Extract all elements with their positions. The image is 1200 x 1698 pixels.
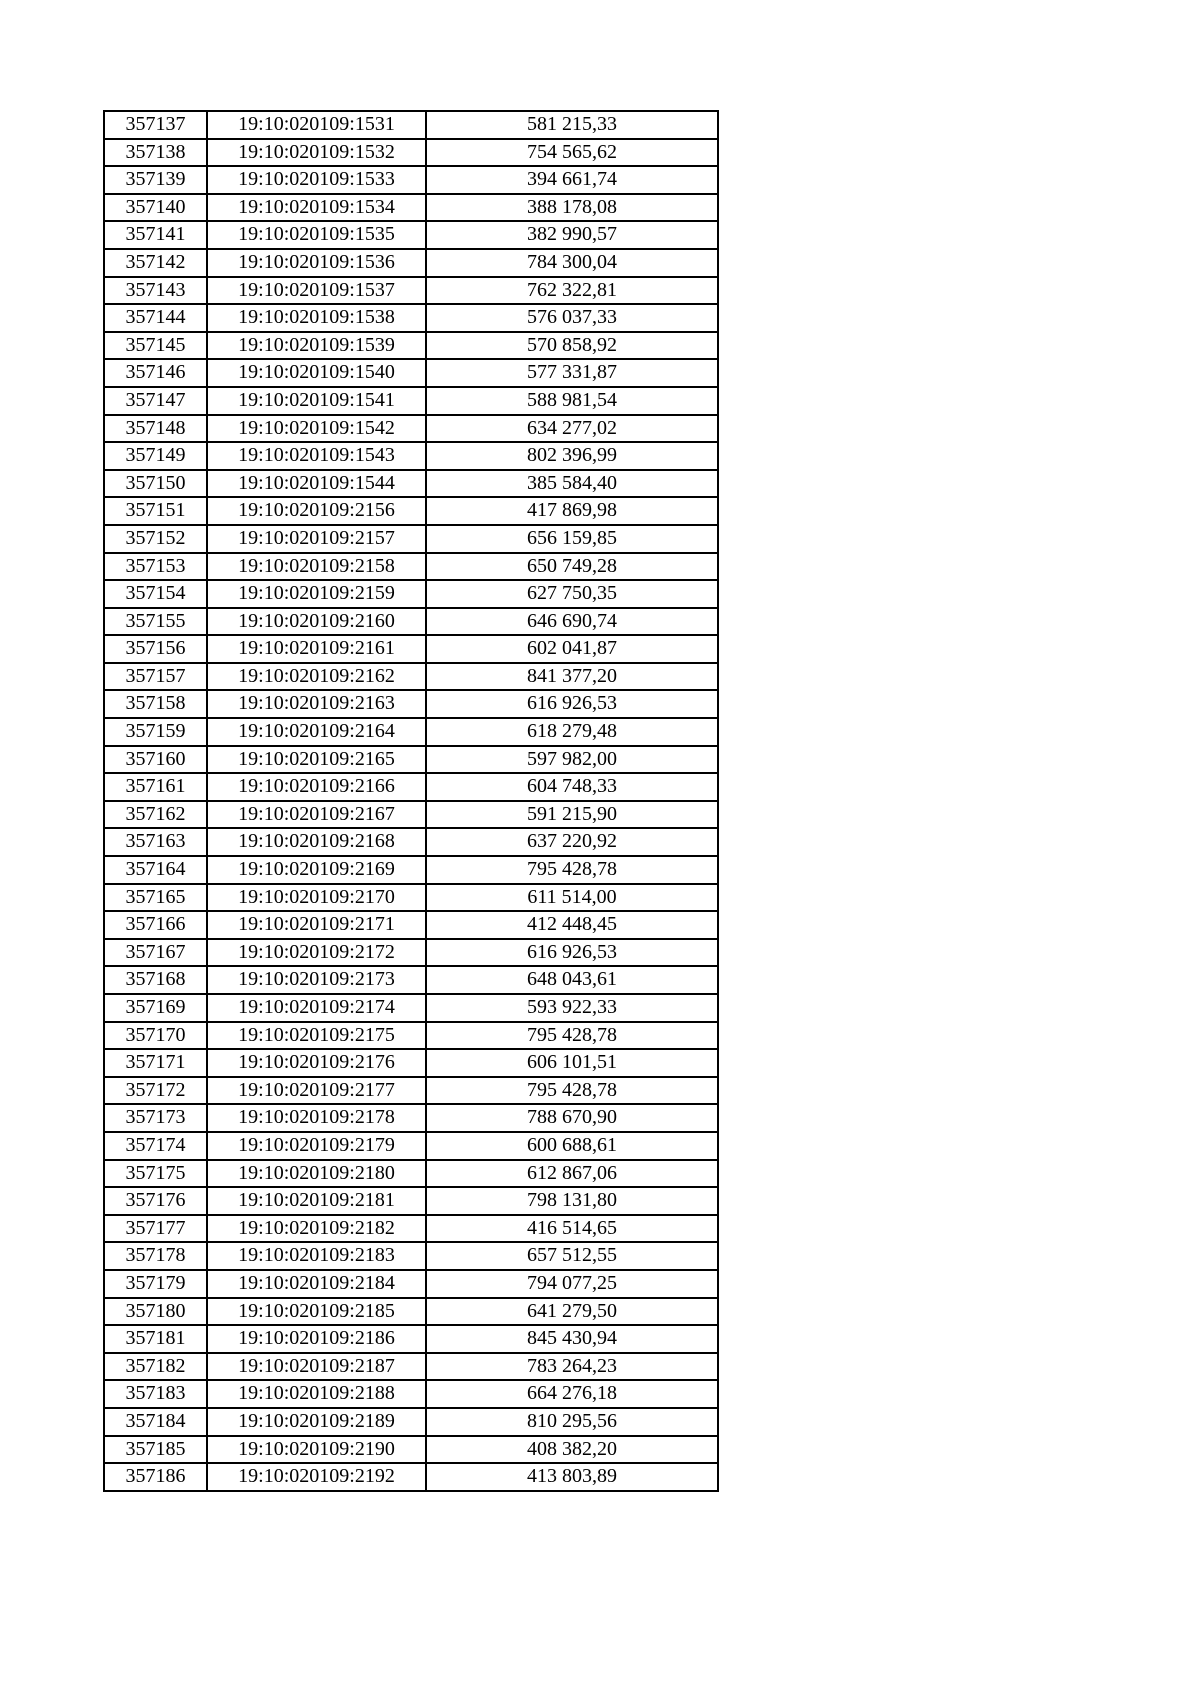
row-number-cell: 357155 bbox=[104, 608, 207, 636]
value-cell: 416 514,65 bbox=[426, 1215, 718, 1243]
value-cell: 627 750,35 bbox=[426, 580, 718, 608]
cadastral-number-cell: 19:10:020109:1542 bbox=[207, 415, 426, 443]
value-cell: 577 331,87 bbox=[426, 359, 718, 387]
value-cell: 581 215,33 bbox=[426, 111, 718, 139]
cadastral-number-cell: 19:10:020109:2190 bbox=[207, 1436, 426, 1464]
table-row bbox=[104, 1160, 718, 1188]
value-cell: 795 428,78 bbox=[426, 856, 718, 884]
row-number-cell: 357150 bbox=[104, 470, 207, 498]
value-cell: 845 430,94 bbox=[426, 1325, 718, 1353]
value-cell: 646 690,74 bbox=[426, 608, 718, 636]
cadastral-number-cell: 19:10:020109:2159 bbox=[207, 580, 426, 608]
value-cell: 417 869,98 bbox=[426, 497, 718, 525]
cadastral-number-cell: 19:10:020109:2182 bbox=[207, 1215, 426, 1243]
value-cell: 656 159,85 bbox=[426, 525, 718, 553]
table-body bbox=[104, 111, 718, 1491]
value-cell: 611 514,00 bbox=[426, 884, 718, 912]
table-row bbox=[104, 746, 718, 774]
cadastral-number-cell: 19:10:020109:2172 bbox=[207, 939, 426, 967]
value-cell: 841 377,20 bbox=[426, 663, 718, 691]
value-cell: 388 178,08 bbox=[426, 194, 718, 222]
row-number-cell: 357140 bbox=[104, 194, 207, 222]
table-row bbox=[104, 553, 718, 581]
value-cell: 794 077,25 bbox=[426, 1270, 718, 1298]
table-row bbox=[104, 166, 718, 194]
table-row bbox=[104, 828, 718, 856]
cadastral-number-cell: 19:10:020109:2165 bbox=[207, 746, 426, 774]
row-number-cell: 357167 bbox=[104, 939, 207, 967]
table-row bbox=[104, 1049, 718, 1077]
value-cell: 385 584,40 bbox=[426, 470, 718, 498]
value-cell: 570 858,92 bbox=[426, 332, 718, 360]
cadastral-number-cell: 19:10:020109:1532 bbox=[207, 139, 426, 167]
cadastral-number-cell: 19:10:020109:2187 bbox=[207, 1353, 426, 1381]
cadastral-number-cell: 19:10:020109:2162 bbox=[207, 663, 426, 691]
value-cell: 664 276,18 bbox=[426, 1380, 718, 1408]
value-cell: 604 748,33 bbox=[426, 773, 718, 801]
table-row bbox=[104, 387, 718, 415]
table-row bbox=[104, 277, 718, 305]
cadastral-number-cell: 19:10:020109:2178 bbox=[207, 1104, 426, 1132]
value-cell: 602 041,87 bbox=[426, 635, 718, 663]
cadastral-number-cell: 19:10:020109:2192 bbox=[207, 1463, 426, 1491]
value-cell: 783 264,23 bbox=[426, 1353, 718, 1381]
cadastral-number-cell: 19:10:020109:2171 bbox=[207, 911, 426, 939]
table-row bbox=[104, 1242, 718, 1270]
row-number-cell: 357176 bbox=[104, 1187, 207, 1215]
cadastral-number-cell: 19:10:020109:2188 bbox=[207, 1380, 426, 1408]
cadastral-number-cell: 19:10:020109:2156 bbox=[207, 497, 426, 525]
table-row bbox=[104, 525, 718, 553]
row-number-cell: 357138 bbox=[104, 139, 207, 167]
row-number-cell: 357154 bbox=[104, 580, 207, 608]
row-number-cell: 357185 bbox=[104, 1436, 207, 1464]
value-cell: 762 322,81 bbox=[426, 277, 718, 305]
row-number-cell: 357179 bbox=[104, 1270, 207, 1298]
table-row bbox=[104, 1132, 718, 1160]
value-cell: 634 277,02 bbox=[426, 415, 718, 443]
cadastral-number-cell: 19:10:020109:2185 bbox=[207, 1298, 426, 1326]
value-cell: 412 448,45 bbox=[426, 911, 718, 939]
row-number-cell: 357158 bbox=[104, 690, 207, 718]
row-number-cell: 357157 bbox=[104, 663, 207, 691]
row-number-cell: 357149 bbox=[104, 442, 207, 470]
value-cell: 788 670,90 bbox=[426, 1104, 718, 1132]
table-row bbox=[104, 1353, 718, 1381]
table-row bbox=[104, 608, 718, 636]
cadastral-number-cell: 19:10:020109:2180 bbox=[207, 1160, 426, 1188]
cadastral-number-cell: 19:10:020109:1540 bbox=[207, 359, 426, 387]
value-cell: 408 382,20 bbox=[426, 1436, 718, 1464]
row-number-cell: 357156 bbox=[104, 635, 207, 663]
table-row bbox=[104, 415, 718, 443]
cadastral-number-cell: 19:10:020109:1533 bbox=[207, 166, 426, 194]
value-cell: 616 926,53 bbox=[426, 690, 718, 718]
cadastral-number-cell: 19:10:020109:2161 bbox=[207, 635, 426, 663]
cadastral-number-cell: 19:10:020109:2176 bbox=[207, 1049, 426, 1077]
cadastral-number-cell: 19:10:020109:2158 bbox=[207, 553, 426, 581]
table-row bbox=[104, 1104, 718, 1132]
row-number-cell: 357164 bbox=[104, 856, 207, 884]
table-row bbox=[104, 221, 718, 249]
cadastral-number-cell: 19:10:020109:2157 bbox=[207, 525, 426, 553]
row-number-cell: 357141 bbox=[104, 221, 207, 249]
row-number-cell: 357142 bbox=[104, 249, 207, 277]
cadastral-number-cell: 19:10:020109:2189 bbox=[207, 1408, 426, 1436]
cadastral-number-cell: 19:10:020109:1543 bbox=[207, 442, 426, 470]
row-number-cell: 357186 bbox=[104, 1463, 207, 1491]
table-row bbox=[104, 1077, 718, 1105]
table-row bbox=[104, 1325, 718, 1353]
data-table bbox=[103, 110, 719, 1492]
row-number-cell: 357145 bbox=[104, 332, 207, 360]
row-number-cell: 357169 bbox=[104, 994, 207, 1022]
cadastral-number-cell: 19:10:020109:2167 bbox=[207, 801, 426, 829]
row-number-cell: 357146 bbox=[104, 359, 207, 387]
cadastral-number-cell: 19:10:020109:2170 bbox=[207, 884, 426, 912]
cadastral-number-cell: 19:10:020109:2179 bbox=[207, 1132, 426, 1160]
table-row bbox=[104, 332, 718, 360]
value-cell: 576 037,33 bbox=[426, 304, 718, 332]
table-row bbox=[104, 966, 718, 994]
table-row bbox=[104, 249, 718, 277]
row-number-cell: 357171 bbox=[104, 1049, 207, 1077]
table-row bbox=[104, 939, 718, 967]
row-number-cell: 357177 bbox=[104, 1215, 207, 1243]
cadastral-number-cell: 19:10:020109:1535 bbox=[207, 221, 426, 249]
row-number-cell: 357178 bbox=[104, 1242, 207, 1270]
value-cell: 591 215,90 bbox=[426, 801, 718, 829]
table-row bbox=[104, 497, 718, 525]
value-cell: 798 131,80 bbox=[426, 1187, 718, 1215]
value-cell: 593 922,33 bbox=[426, 994, 718, 1022]
value-cell: 413 803,89 bbox=[426, 1463, 718, 1491]
table-row bbox=[104, 690, 718, 718]
table-row bbox=[104, 580, 718, 608]
cadastral-number-cell: 19:10:020109:2166 bbox=[207, 773, 426, 801]
row-number-cell: 357172 bbox=[104, 1077, 207, 1105]
cadastral-number-cell: 19:10:020109:2186 bbox=[207, 1325, 426, 1353]
row-number-cell: 357153 bbox=[104, 553, 207, 581]
row-number-cell: 357184 bbox=[104, 1408, 207, 1436]
row-number-cell: 357165 bbox=[104, 884, 207, 912]
table-row bbox=[104, 1408, 718, 1436]
value-cell: 795 428,78 bbox=[426, 1077, 718, 1105]
cadastral-number-cell: 19:10:020109:1534 bbox=[207, 194, 426, 222]
value-cell: 650 749,28 bbox=[426, 553, 718, 581]
row-number-cell: 357168 bbox=[104, 966, 207, 994]
value-cell: 597 982,00 bbox=[426, 746, 718, 774]
value-cell: 394 661,74 bbox=[426, 166, 718, 194]
cadastral-number-cell: 19:10:020109:1541 bbox=[207, 387, 426, 415]
cadastral-number-cell: 19:10:020109:2163 bbox=[207, 690, 426, 718]
value-cell: 588 981,54 bbox=[426, 387, 718, 415]
value-cell: 648 043,61 bbox=[426, 966, 718, 994]
row-number-cell: 357166 bbox=[104, 911, 207, 939]
table-row bbox=[104, 359, 718, 387]
table-row bbox=[104, 773, 718, 801]
cadastral-number-cell: 19:10:020109:2184 bbox=[207, 1270, 426, 1298]
table-row bbox=[104, 304, 718, 332]
row-number-cell: 357183 bbox=[104, 1380, 207, 1408]
cadastral-number-cell: 19:10:020109:2177 bbox=[207, 1077, 426, 1105]
row-number-cell: 357139 bbox=[104, 166, 207, 194]
value-cell: 637 220,92 bbox=[426, 828, 718, 856]
table-row bbox=[104, 442, 718, 470]
row-number-cell: 357170 bbox=[104, 1022, 207, 1050]
cadastral-number-cell: 19:10:020109:1539 bbox=[207, 332, 426, 360]
value-cell: 616 926,53 bbox=[426, 939, 718, 967]
value-cell: 606 101,51 bbox=[426, 1049, 718, 1077]
value-cell: 641 279,50 bbox=[426, 1298, 718, 1326]
value-cell: 795 428,78 bbox=[426, 1022, 718, 1050]
value-cell: 600 688,61 bbox=[426, 1132, 718, 1160]
table-row bbox=[104, 911, 718, 939]
row-number-cell: 357161 bbox=[104, 773, 207, 801]
row-number-cell: 357182 bbox=[104, 1353, 207, 1381]
cadastral-number-cell: 19:10:020109:2174 bbox=[207, 994, 426, 1022]
cadastral-number-cell: 19:10:020109:2173 bbox=[207, 966, 426, 994]
table-row bbox=[104, 470, 718, 498]
cadastral-number-cell: 19:10:020109:1537 bbox=[207, 277, 426, 305]
cadastral-number-cell: 19:10:020109:2169 bbox=[207, 856, 426, 884]
table-row bbox=[104, 194, 718, 222]
table-row bbox=[104, 856, 718, 884]
row-number-cell: 357173 bbox=[104, 1104, 207, 1132]
table-row bbox=[104, 1187, 718, 1215]
table-row bbox=[104, 1270, 718, 1298]
row-number-cell: 357160 bbox=[104, 746, 207, 774]
table-row bbox=[104, 663, 718, 691]
cadastral-number-cell: 19:10:020109:2183 bbox=[207, 1242, 426, 1270]
cadastral-number-cell: 19:10:020109:2181 bbox=[207, 1187, 426, 1215]
row-number-cell: 357148 bbox=[104, 415, 207, 443]
cadastral-number-cell: 19:10:020109:2160 bbox=[207, 608, 426, 636]
cadastral-number-cell: 19:10:020109:1536 bbox=[207, 249, 426, 277]
cadastral-number-cell: 19:10:020109:2164 bbox=[207, 718, 426, 746]
table-row bbox=[104, 635, 718, 663]
cadastral-number-cell: 19:10:020109:2175 bbox=[207, 1022, 426, 1050]
row-number-cell: 357174 bbox=[104, 1132, 207, 1160]
value-cell: 618 279,48 bbox=[426, 718, 718, 746]
row-number-cell: 357143 bbox=[104, 277, 207, 305]
row-number-cell: 357180 bbox=[104, 1298, 207, 1326]
table-row bbox=[104, 1436, 718, 1464]
row-number-cell: 357162 bbox=[104, 801, 207, 829]
table-row bbox=[104, 718, 718, 746]
cadastral-number-cell: 19:10:020109:2168 bbox=[207, 828, 426, 856]
value-cell: 382 990,57 bbox=[426, 221, 718, 249]
table-row bbox=[104, 139, 718, 167]
cadastral-number-cell: 19:10:020109:1538 bbox=[207, 304, 426, 332]
table-row bbox=[104, 1298, 718, 1326]
cadastral-number-cell: 19:10:020109:1544 bbox=[207, 470, 426, 498]
row-number-cell: 357181 bbox=[104, 1325, 207, 1353]
table-row bbox=[104, 1463, 718, 1491]
value-cell: 810 295,56 bbox=[426, 1408, 718, 1436]
row-number-cell: 357163 bbox=[104, 828, 207, 856]
table-row bbox=[104, 1022, 718, 1050]
value-cell: 754 565,62 bbox=[426, 139, 718, 167]
table-row bbox=[104, 111, 718, 139]
value-cell: 657 512,55 bbox=[426, 1242, 718, 1270]
value-cell: 802 396,99 bbox=[426, 442, 718, 470]
row-number-cell: 357151 bbox=[104, 497, 207, 525]
table-row bbox=[104, 1215, 718, 1243]
row-number-cell: 357159 bbox=[104, 718, 207, 746]
table-row bbox=[104, 1380, 718, 1408]
row-number-cell: 357147 bbox=[104, 387, 207, 415]
value-cell: 784 300,04 bbox=[426, 249, 718, 277]
table-row bbox=[104, 884, 718, 912]
table-row bbox=[104, 994, 718, 1022]
value-cell: 612 867,06 bbox=[426, 1160, 718, 1188]
row-number-cell: 357137 bbox=[104, 111, 207, 139]
row-number-cell: 357152 bbox=[104, 525, 207, 553]
table-row bbox=[104, 801, 718, 829]
row-number-cell: 357144 bbox=[104, 304, 207, 332]
cadastral-number-cell: 19:10:020109:1531 bbox=[207, 111, 426, 139]
row-number-cell: 357175 bbox=[104, 1160, 207, 1188]
